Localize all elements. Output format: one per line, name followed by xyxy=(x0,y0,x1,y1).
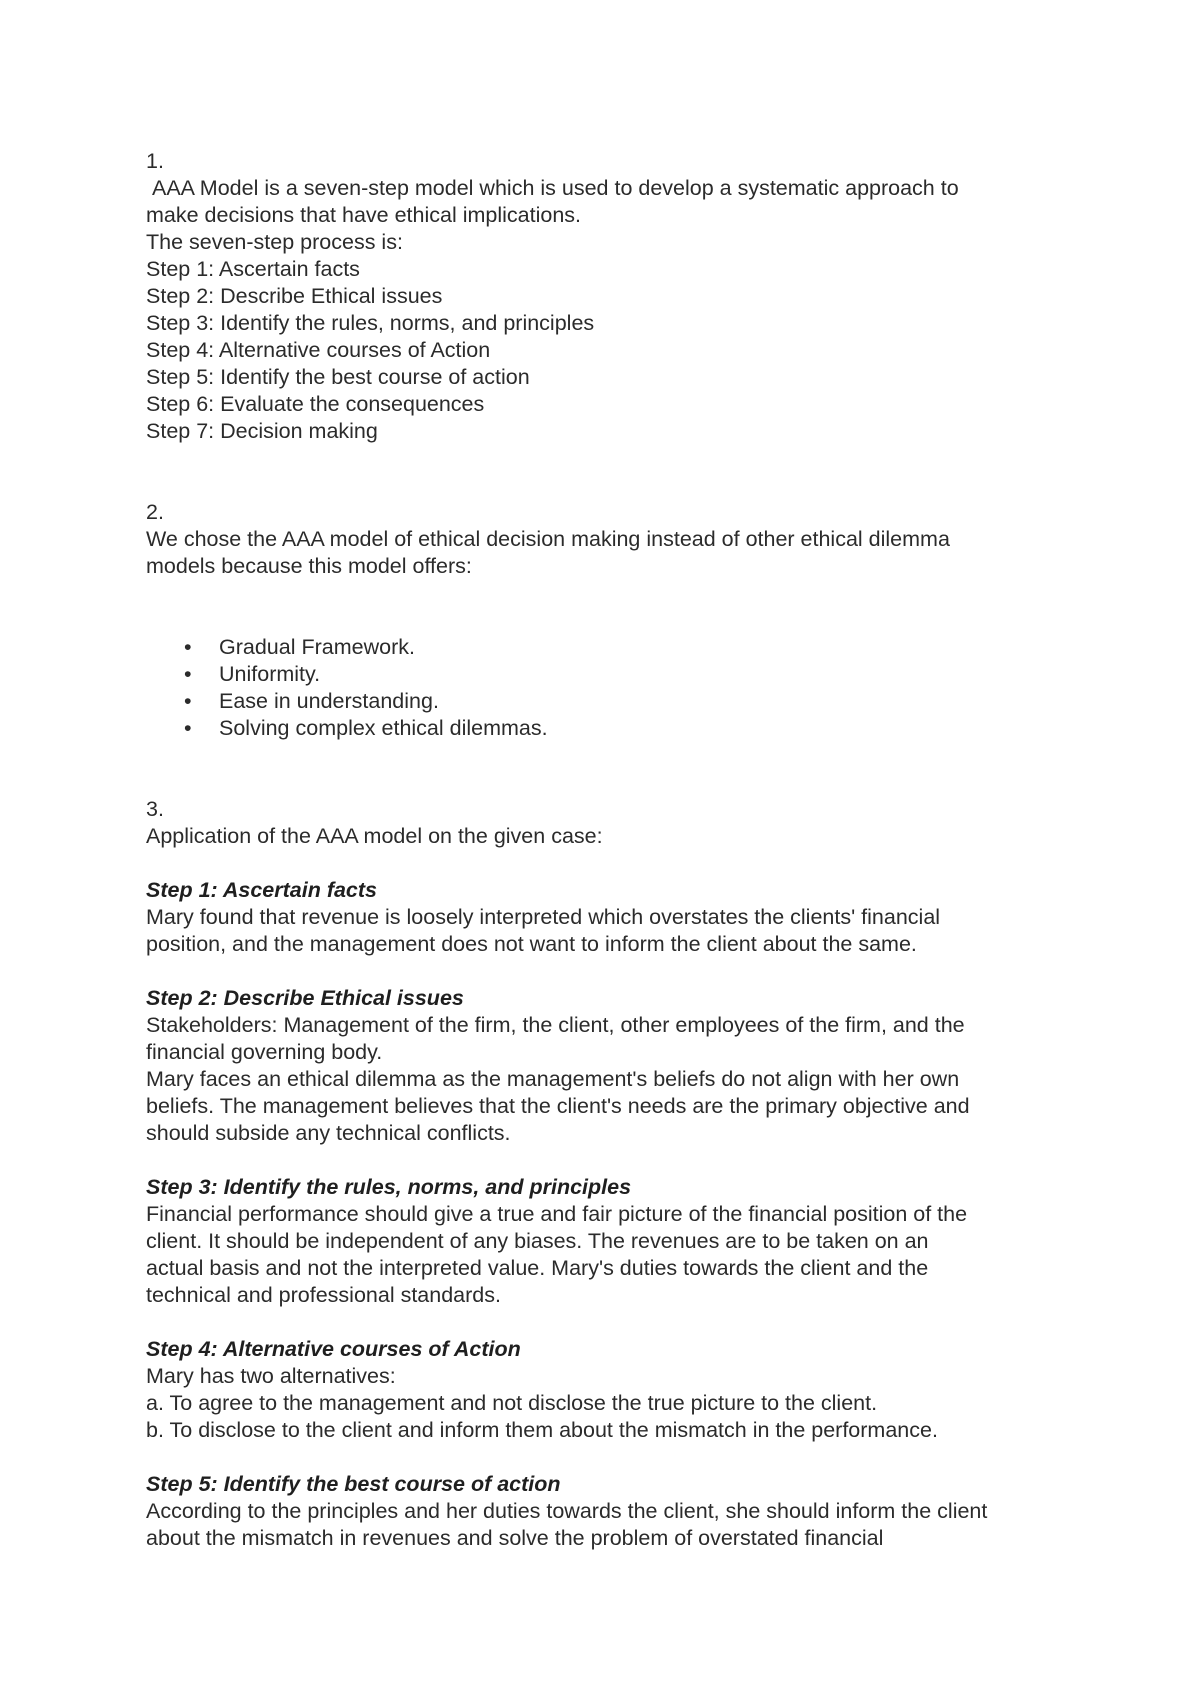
paragraph-line: should subside any technical conflicts. xyxy=(146,1121,511,1145)
paragraph-line: beliefs. The management believes that the client's needs are the primary objective and xyxy=(146,1094,970,1118)
paragraph-line: Mary has two alternatives: xyxy=(146,1364,396,1388)
spacer xyxy=(146,1309,1086,1336)
step-heading: Step 2: Describe Ethical issues xyxy=(146,986,464,1010)
list-item-text: Solving complex ethical dilemmas. xyxy=(219,716,548,740)
paragraph-line: Financial performance should give a true and fair picture of the financial position of the xyxy=(146,1202,968,1226)
section-1 xyxy=(146,148,1086,445)
paragraph-line: models because this model offers: xyxy=(146,554,472,578)
list-item xyxy=(146,715,1086,742)
list-item-text: Uniformity. xyxy=(219,662,321,686)
spacer xyxy=(146,958,1086,985)
step-list-item: Step 5: Identify the best course of action xyxy=(146,365,530,389)
section-number: 1. xyxy=(146,149,164,173)
paragraph-line: client. It should be independent of any biases. The revenues are to be taken on an xyxy=(146,1229,929,1253)
list-item xyxy=(146,661,1086,688)
paragraph-line: position, and the management does not want to inform the client about the same. xyxy=(146,932,917,956)
paragraph-line: We chose the AAA model of ethical decision making instead of other ethical dilemma xyxy=(146,527,950,551)
list-item xyxy=(146,634,1086,661)
paragraph-line: b. To disclose to the client and inform them about the mismatch in the performance. xyxy=(146,1418,938,1442)
step-list-item: Step 2: Describe Ethical issues xyxy=(146,284,443,308)
spacer xyxy=(146,850,1086,877)
step-list-item: Step 7: Decision making xyxy=(146,419,378,443)
bullet-list xyxy=(146,634,1086,742)
paragraph-line: a. To agree to the management and not disclose the true picture to the client. xyxy=(146,1391,878,1415)
paragraph-line: Mary found that revenue is loosely interpreted which overstates the clients' financial xyxy=(146,905,941,929)
step-heading: Step 4: Alternative courses of Action xyxy=(146,1337,521,1361)
document-body xyxy=(146,148,1086,1552)
step-heading: Step 1: Ascertain facts xyxy=(146,878,378,902)
section-3 xyxy=(146,796,1086,1552)
paragraph-line: Application of the AAA model on the given case: xyxy=(146,824,603,848)
paragraph-line: AAA Model is a seven-step model which is used to develop a systematic approach to xyxy=(146,176,959,200)
bullet-icon: • xyxy=(184,635,192,659)
step-list-item: Step 4: Alternative courses of Action xyxy=(146,338,491,362)
spacer xyxy=(146,1444,1086,1471)
bullet-icon: • xyxy=(184,662,192,686)
step-list-item: Step 3: Identify the rules, norms, and principles xyxy=(146,311,595,335)
paragraph-line: actual basis and not the interpreted value. Mary's duties towards the client and the xyxy=(146,1256,929,1280)
paragraph-line: Stakeholders: Management of the firm, the client, other employees of the firm, and the xyxy=(146,1013,965,1037)
spacer xyxy=(146,445,1086,499)
step-list-item: Step 6: Evaluate the consequences xyxy=(146,392,485,416)
paragraph-line: According to the principles and her duties towards the client, she should inform the client xyxy=(146,1499,988,1523)
paragraph-line: The seven-step process is: xyxy=(146,230,403,254)
step-heading: Step 3: Identify the rules, norms, and principles xyxy=(146,1175,632,1199)
section-number: 3. xyxy=(146,797,164,821)
spacer xyxy=(146,580,1086,634)
paragraph-line: technical and professional standards. xyxy=(146,1283,501,1307)
paragraph-line: about the mismatch in revenues and solve the problem of overstated financial xyxy=(146,1526,884,1550)
paragraph-line: Mary faces an ethical dilemma as the management's beliefs do not align with her own xyxy=(146,1067,960,1091)
paragraph-line: make decisions that have ethical implications. xyxy=(146,203,581,227)
list-item xyxy=(146,688,1086,715)
step-list-item: Step 1: Ascertain facts xyxy=(146,257,360,281)
section-number: 2. xyxy=(146,500,164,524)
step-heading: Step 5: Identify the best course of action xyxy=(146,1472,561,1496)
list-item-text: Ease in understanding. xyxy=(219,689,439,713)
list-item-text: Gradual Framework. xyxy=(219,635,415,659)
spacer xyxy=(146,742,1086,796)
section-2 xyxy=(146,499,1086,742)
bullet-icon: • xyxy=(184,689,192,713)
spacer xyxy=(146,1147,1086,1174)
paragraph-line: financial governing body. xyxy=(146,1040,383,1064)
bullet-icon: • xyxy=(184,716,192,740)
